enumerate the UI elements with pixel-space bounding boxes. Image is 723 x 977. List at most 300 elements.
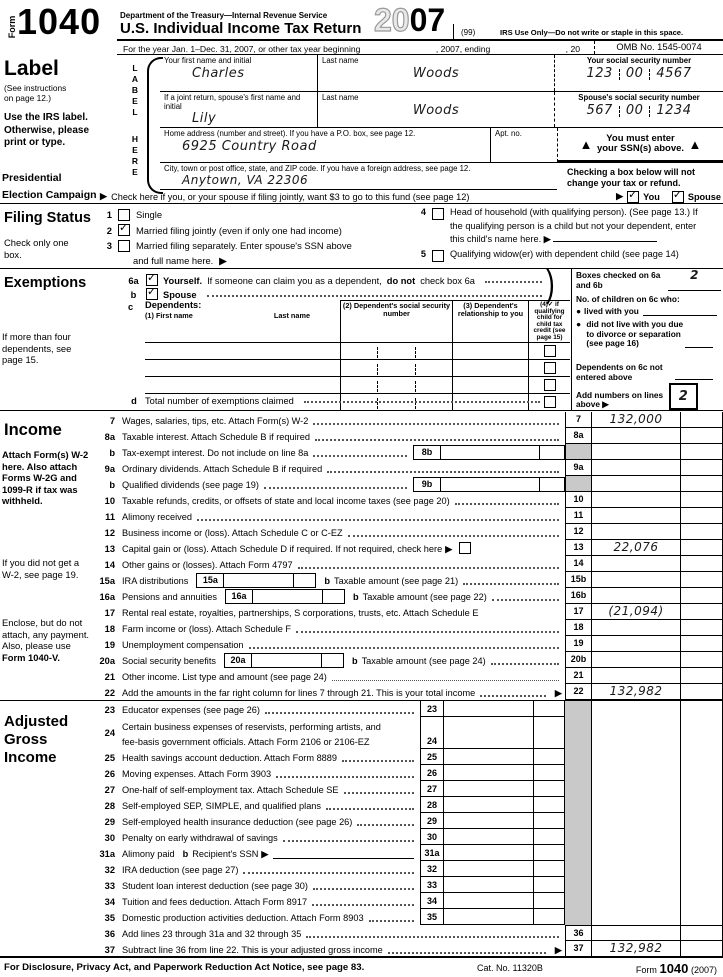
dotted-leader [326,807,414,810]
amount-field[interactable]: 132,982 [591,684,680,700]
first-name-cell[interactable] [160,55,317,91]
bullet-icon: ● [576,319,582,329]
option-number: 3 [106,240,112,252]
inner-line-number: 27 [420,781,443,797]
shaded-strip [564,861,591,877]
dotted-leader [388,951,546,954]
line-label: Pensions and annuities [122,592,218,602]
inline-cents-field[interactable] [322,590,344,603]
ssn-separator [649,106,650,117]
line-number: 28 [104,801,115,811]
inline-cents-field[interactable] [321,654,343,667]
line-number: 11 [105,512,115,522]
line-number-box: 17 [565,604,591,620]
dependent-name-cell[interactable] [145,343,340,360]
amount-field[interactable] [591,556,680,572]
footer-form-id [636,961,717,976]
line-number: 37 [104,945,115,955]
dotted-leader [463,582,559,585]
inner-amount-field[interactable] [443,845,533,861]
line-label: Add lines 23 through 31a and 32 through 35 [122,929,302,939]
line-number-box: 10 [565,492,591,508]
ssn-value[interactable] [555,66,723,81]
cents-field[interactable] [680,476,723,492]
line-number-box: 22 [565,684,591,700]
cents-column [680,701,723,717]
qualifying-child-checkbox[interactable] [544,379,556,391]
amount-field[interactable]: (21,094) [591,604,680,620]
line-label: Alimony paid [122,849,175,859]
line-label: Wages, salaries, tips, etc. Attach Form(s) W-2 [122,416,309,426]
ssn-part-1[interactable]: 123 [586,65,613,81]
line-number: 29 [104,817,115,827]
dependent-row [145,343,570,360]
filing-option-married-separately [100,238,420,254]
amount-field[interactable] [591,428,680,444]
warning-triangle-icon: ▲ [688,136,702,152]
amount-field[interactable] [591,588,680,604]
cents-field[interactable] [680,588,723,604]
filing-status-left-column [100,207,420,268]
income-line-8a [96,428,723,444]
amount-column [591,893,680,909]
dotted-leader [265,711,414,714]
dependent-relationship-cell[interactable] [452,343,528,360]
inline-amount-box-9b [413,477,565,492]
dotted-leader [313,887,414,890]
amount-field[interactable] [591,492,680,508]
amount-field[interactable] [591,572,680,588]
home-address-cell[interactable] [160,128,490,162]
single-checkbox[interactable] [118,209,130,221]
amount-column [591,877,680,893]
dependent-row [145,360,570,377]
cents-field[interactable] [680,604,723,620]
line-6a-text: If someone can claim you as a dependent, [207,275,382,286]
agi-line-23 [96,701,723,717]
line-number-box: 8a [565,428,591,444]
cents-field[interactable] [680,524,723,540]
amount-field[interactable] [591,925,680,941]
income-line-10 [96,492,723,508]
dependent-ssn-cell[interactable] [340,377,452,394]
dotted-leader [298,566,559,569]
last-name-cell[interactable] [317,55,554,91]
amount-field[interactable] [591,476,680,492]
income-line-11 [96,508,723,524]
filing-option-single [100,207,420,223]
agi-line-31a [96,845,723,861]
year-solid-digits: 07 [409,2,446,38]
amount-field[interactable] [591,668,680,684]
ssn-part-2[interactable]: 00 [625,65,644,81]
spouse-ssn-value[interactable] [555,103,723,118]
dependents-label: Dependents: [145,300,202,310]
dependent-relationship-cell[interactable] [452,377,528,394]
cents-field[interactable] [680,444,723,460]
dotted-fill-line[interactable] [332,679,559,681]
dotted-leader [315,438,559,441]
exemption-lines [126,271,548,300]
cents-field[interactable] [680,492,723,508]
option-label-line3: this child's name here. [450,234,542,244]
inner-line-number: 33 [420,877,443,893]
spouse-ssn-part-2[interactable]: 00 [625,102,644,118]
amount-field[interactable] [591,620,680,636]
inner-amount-field[interactable] [443,877,533,893]
cents-field[interactable] [680,620,723,636]
recipient-ssn-label: Recipient's SSN [192,849,259,859]
schedule-d-not-required-checkbox[interactable] [459,542,471,554]
dotted-leader [296,630,559,633]
dependent-ssn-cell[interactable] [340,343,452,360]
spouse-checkbox[interactable] [672,191,684,203]
shaded-strip [564,781,591,797]
inner-cents-field[interactable] [533,909,564,925]
ssn-separator [415,381,416,392]
line-number-box: 11 [565,508,591,524]
boxes-checked-label: Boxes checked on 6a and 6b [576,270,661,290]
line-label: Ordinary dividends. Attach Schedule B if required [122,464,323,474]
total-exemptions-value[interactable]: 2 [678,388,689,404]
form-word-vertical: Form [7,15,17,39]
inner-amount-field[interactable] [443,765,533,781]
agi-line-28 [96,797,723,813]
dotted-leader [276,775,414,778]
dependent-credit-cell [528,360,570,377]
you-checkbox[interactable] [627,191,639,203]
label-here-word-2: HERE [130,134,140,178]
yourself-checkbox[interactable] [146,274,158,286]
shaded-strip [564,749,591,765]
inner-line-number: 34 [420,893,443,909]
line-number: 18 [104,624,115,634]
inline-amount-box-15a [196,573,316,588]
spouse-name-row [160,92,723,128]
inner-cents-field[interactable] [533,797,564,813]
divorce-label: did not live with you due to divorce or separation (see page 16) [586,319,684,349]
dotted-leader [492,598,559,601]
inner-amount-field[interactable] [443,861,533,877]
dependents-col2-header: (2) Dependent's social security number [340,300,452,343]
amount-field[interactable] [591,460,680,476]
inner-cents-field[interactable] [533,749,564,765]
tax-year-text-1: For the year Jan. 1–Dec. 31, 2007, or other tax year beginning [123,44,361,54]
inner-cents-field[interactable] [533,813,564,829]
enclose-text: Enclose, but do not attach, any payment. Also, please use [2,617,90,651]
agi-line-35 [96,909,723,925]
dotted-leader [306,935,559,938]
cents-field[interactable] [680,684,723,700]
agi-line-32 [96,861,723,877]
inner-amount-field[interactable] [443,893,533,909]
recipient-ssn-blank[interactable] [273,858,414,859]
line-label: Tuition and fees deduction. Attach Form 8917 [122,897,308,907]
line-6b [126,286,548,301]
child-name-blank[interactable] [553,241,657,242]
inner-cents-field[interactable] [533,781,564,797]
married-separately-checkbox[interactable] [118,240,130,252]
divorce-count-blank[interactable] [685,347,713,348]
line-label: Taxable interest. Attach Schedule B if required [122,432,310,442]
arrow-icon: ▶ [602,399,609,410]
line-label: Taxable refunds, credits, or offsets of state and local income taxes (see page 20) [122,496,450,506]
spouse-first-name-value[interactable]: Lily [192,111,217,126]
ssn-label: Your social security number [586,56,692,65]
cents-field[interactable] [680,508,723,524]
cents-column [680,893,723,909]
amount-column [591,717,680,749]
line-label: Educator expenses (see page 26) [122,705,260,715]
income-note-enclose [2,617,94,663]
cents-column [680,861,723,877]
sub-line-letter: b [353,592,359,602]
dependents-table [145,300,570,411]
dependent-ssn-cell[interactable] [340,360,452,377]
agi-heading: Adjusted Gross Income [4,713,69,766]
agi-line-24 [96,717,723,749]
line-number-box: 16b [565,588,591,604]
year-outline-digits: 20 [374,2,410,38]
inner-amount-field[interactable] [443,797,533,813]
cents-field[interactable] [680,428,723,444]
agi-line-33 [96,877,723,893]
amount-field[interactable] [591,444,680,460]
boxes-checked-value[interactable]: 2 [668,271,721,291]
ssn-warning-text: You must enter your SSN(s) above. [596,132,685,154]
spouse-ssn-cell[interactable] [554,92,723,127]
cents-field[interactable] [680,556,723,572]
inner-amount-field[interactable] [443,701,533,717]
inner-amount-field[interactable] [443,813,533,829]
inline-box-number: 8b [414,446,441,459]
inline-box-number: 9b [414,478,441,491]
amount-field[interactable] [591,636,680,652]
dotted-leader [207,294,542,297]
line-number-box: 20b [565,652,591,668]
shaded-strip [564,893,591,909]
line-label: Domestic production activities deduction. Attach Form 8903 [122,913,364,923]
dependent-relationship-cell[interactable] [452,360,528,377]
inner-cents-field[interactable] [533,765,564,781]
cents-field[interactable] [680,540,723,556]
cents-field[interactable] [680,925,723,941]
shaded-strip [564,877,591,893]
line-label: IRA distributions [122,576,189,586]
shaded-strip [564,765,591,781]
shaded-cell [565,476,591,492]
line-number: 30 [104,833,115,843]
line-number: 13 [104,544,115,554]
taxpayer-info-grid [160,55,723,190]
tax-year-logo [374,2,445,39]
option-label: Qualifying widow(er) with dependent child (see page 14) [450,248,679,259]
spouse-last-name-value[interactable]: Woods [412,102,460,118]
label-section-heading: Label [4,57,59,80]
address-row [160,128,723,163]
amount-column [591,909,680,925]
line-label: IRA deduction (see page 27) [122,865,239,875]
arrow-icon: ▶ [543,234,551,244]
filing-status-right-column [414,206,721,262]
income-line-21 [96,668,723,684]
cents-field[interactable] [680,636,723,652]
inner-cents-field[interactable] [533,845,564,861]
ssn-separator [619,106,620,117]
apt-no-cell[interactable] [490,128,557,162]
income-line-20 [96,652,723,668]
qualifying-widow-checkbox[interactable] [432,250,444,262]
line-label: Penalty on early withdrawal of savings [122,833,278,843]
arrow-icon: ▶ [261,849,269,859]
married-jointly-checkbox[interactable] [118,224,130,236]
add-numbers-text: Add numbers on lines above [576,389,664,410]
shaded-cell [565,444,591,460]
first-name-value[interactable]: Charles [192,65,245,81]
filing-option-qualifying-widow [414,248,721,262]
shaded-strip [564,829,591,845]
home-address-value[interactable]: 6925 Country Road [182,138,317,154]
tax-year-row [117,39,723,55]
ssn-part-3[interactable]: 4567 [656,65,692,81]
amount-field[interactable]: 132,982 [591,941,680,957]
spouse-last-name-cell[interactable] [317,92,554,127]
city-cell[interactable] [160,163,557,190]
line-6a-text-2: check box 6a [420,275,475,286]
dependents-count-blank[interactable] [675,379,713,380]
amount-field[interactable] [591,652,680,668]
inline-amount-box-8b [413,445,565,460]
dependents-col1-header [145,300,340,343]
inner-cents-field[interactable] [533,829,564,845]
option-label: Single [136,209,163,221]
cents-field[interactable] [680,941,723,957]
inner-cents-field[interactable] [533,877,564,893]
cents-field[interactable] [680,652,723,668]
inner-amount-field[interactable] [443,781,533,797]
last-name-value[interactable]: Woods [412,65,460,81]
line-number: b [109,448,115,458]
inner-cents-field[interactable] [533,701,564,717]
line-number: 24 [104,728,115,738]
line-6c [128,302,133,312]
exemptions-section [0,268,723,410]
cents-field[interactable] [680,412,723,428]
arrow-icon: ▶ [100,191,108,201]
dotted-leader [455,502,559,505]
option-number: 5 [420,248,426,259]
line-number: 36 [104,929,115,939]
taxable-amount-label: Taxable amount (see page 22) [362,592,487,602]
omb-number: OMB No. 1545-0074 [594,41,723,54]
qualifying-child-checkbox[interactable] [544,345,556,357]
lived-count-blank[interactable] [643,307,717,316]
yourself-label: Yourself. [163,275,203,286]
amount-field[interactable] [591,524,680,540]
dotted-leader [197,518,559,521]
income-line-22 [96,684,723,700]
arrow-icon: ▶ [554,945,562,955]
agi-rows [96,701,723,957]
spouse-ssn-part-1[interactable]: 567 [586,102,613,118]
ssn-separator [619,69,620,80]
boxes-checked-item [576,268,721,291]
line-label: Social security benefits [122,656,216,666]
label-see-instructions: (See instructions on page 12.) [4,83,67,103]
page-footer [0,956,723,977]
dependents-col3-header: (3) Dependent's relationship to you [452,300,528,343]
amount-field[interactable] [591,508,680,524]
line-label: Moving expenses. Attach Form 3903 [122,769,272,779]
inner-amount-field[interactable] [443,909,533,925]
inner-amount-field[interactable] [443,749,533,765]
spouse-exemption-checkbox[interactable] [146,288,158,300]
head-of-household-checkbox[interactable] [432,208,444,220]
apt-no-label: Apt. no. [495,129,522,138]
warning-triangle-icon: ▲ [579,136,593,152]
spouse-ssn-part-3[interactable]: 1234 [656,102,692,118]
dotted-leader [491,662,559,665]
line-number: 35 [104,913,115,923]
line-number: 8a [104,432,115,442]
inline-box-number: 20a [225,654,252,667]
city-value[interactable]: Anytown, VA 22306 [182,172,309,187]
inner-amount-field[interactable] [443,717,533,749]
dependent-name-cell[interactable] [145,377,340,394]
footer-form-year: (2007) [690,965,717,975]
ssn-cell[interactable] [554,55,723,91]
brace-shape: ) [545,263,555,305]
inline-cents-field[interactable] [293,574,315,587]
inner-line-number: 32 [420,861,443,877]
agi-line-37 [96,941,723,957]
inline-cents-field[interactable] [539,446,564,459]
department-line: Department of the Treasury—Internal Revenue Service [120,11,328,20]
income-section [0,410,723,700]
spouse-first-name-cell[interactable] [160,92,317,127]
amount-field[interactable]: 22,076 [591,540,680,556]
inner-cents-field[interactable] [533,893,564,909]
line-number: 15a [99,576,115,586]
shaded-strip [564,717,591,749]
cents-field[interactable] [680,572,723,588]
income-line-19 [96,636,723,652]
dependent-name-cell[interactable] [145,360,340,377]
filing-option-married-jointly [100,223,420,239]
amount-field[interactable]: 132,000 [591,412,680,428]
inline-cents-field[interactable] [539,478,564,491]
inner-amount-field[interactable] [443,829,533,845]
cents-field[interactable] [680,668,723,684]
income-note-no-w2: If you did not get a W-2, see page 19. [2,557,80,580]
form-number-heading: 1040 [17,1,102,42]
line-number: d [131,396,137,406]
line-number: b [109,480,115,490]
spouse-last-name-label: Last name [322,93,359,102]
qualifying-child-checkbox[interactable] [544,362,556,374]
inner-line-number: 25 [420,749,443,765]
inner-cents-field[interactable] [533,717,564,749]
amount-column [591,813,680,829]
dependent-credit-cell [528,377,570,394]
cents-field[interactable] [680,460,723,476]
ssn-separator [415,347,416,358]
tax-year-text-2: , 2007, ending [435,44,491,54]
shaded-strip [564,701,591,717]
inner-cents-field[interactable] [533,861,564,877]
form-1040v-text: Form 1040-V. [2,651,61,663]
agi-line-34 [96,893,723,909]
